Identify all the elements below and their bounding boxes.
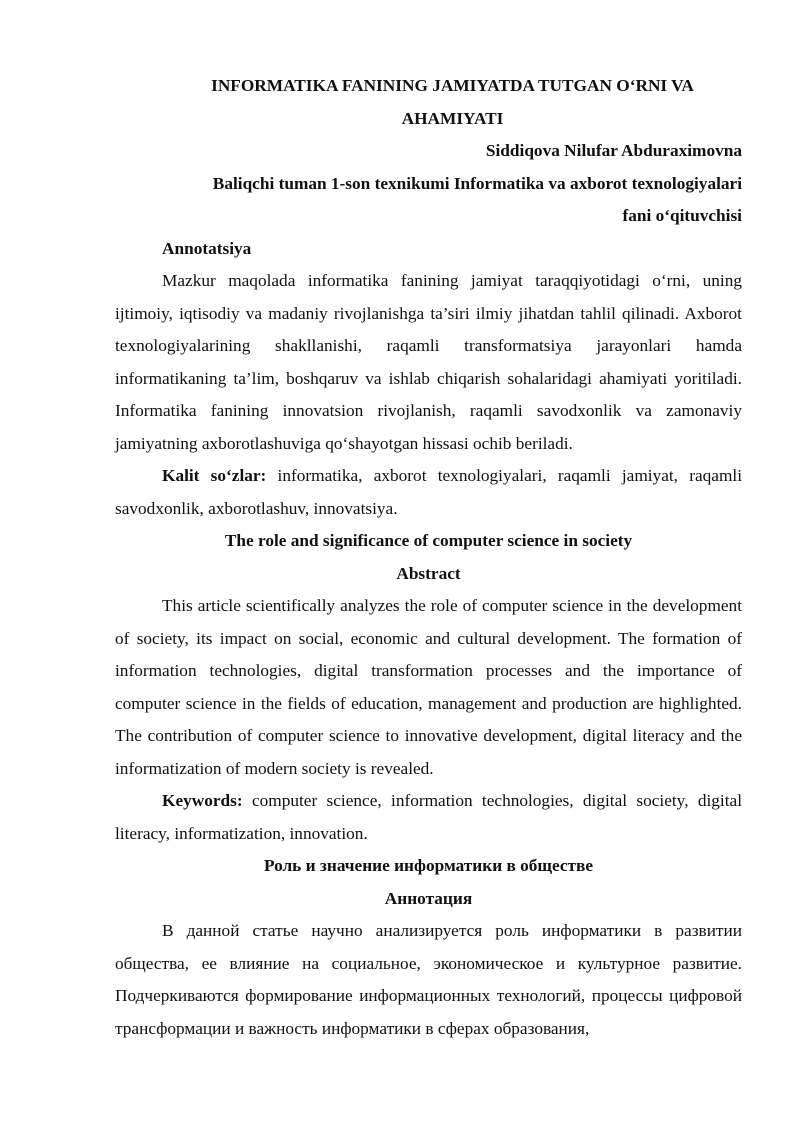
author-affiliation-line-2: fani o‘qituvchisi [622, 206, 742, 225]
en-title: The role and significance of computer science in society [224, 531, 633, 550]
article-title [115, 70, 742, 135]
uz-keywords-list: informatika, axborot texnologiyalari, raqamli jamiyat, raqamli savodxonlik, axborotlashuv, innovatsiya. [115, 466, 743, 518]
uz-keywords-label: Kalit so‘zlar: [162, 466, 267, 485]
en-keywords-label: Keywords: [162, 791, 243, 810]
ru-abstract-heading: Аннотация [384, 888, 473, 908]
article-title-line-2: AHAMIYATI [401, 108, 504, 128]
author-affiliation-line-1: Baliqchi tuman 1-son texnikumi Informatika va axborot texnologiyalari [212, 173, 742, 193]
en-keywords [115, 785, 742, 850]
en-abstract-text: This article scientifically analyzes the role of computer science in the development of society, its impact on social, economic and cultural development. The formation of information technologies, digital transformation processes and the importance of computer science in the fields of education, management and production are highlighted. The contribution of computer science to innovative development, digital literacy and the informatization of modern society is revealed. [115, 596, 742, 778]
uz-abstract-text: Mazkur maqolada informatika fanining jamiyat taraqqiyotidagi o‘rni, uning ijtimoiy, iqtisodiy va madaniy rivojlanishga ta’siri ilmiy jihatdan tahlil qilinadi. Axborot texnologiyalarining shakllanishi, raqamli transformatsiya jarayonlari hamda informatikaning ta’lim, boshqaruv va ishlab chiqarish sohalaridagi ahamiyati yoritiladi. Informatika fanining innovatsion rivojlanish, raqamli savodxonlik va zamonaviy jamiyatning axborotlashuviga qo‘shayotgan hissasi ochib beriladi. [115, 271, 742, 453]
uz-keywords [115, 460, 742, 525]
en-abstract-heading: Abstract [396, 563, 461, 583]
en-keywords-list: computer science, information technologies, digital society, digital literacy, informatization, innovation. [115, 791, 742, 843]
author-affiliation [115, 168, 742, 233]
ru-abstract-text: В данной статье научно анализируется роль информатики в развитии общества, ее влияние на социальное, экономическое и культурное развитие. Подчеркиваются формирование информационных технологий, процессы цифровой трансформации и важность информатики в сферах образования, [115, 921, 742, 1038]
uz-abstract-heading: Annotatsiya [162, 238, 252, 258]
document-page [115, 70, 742, 1045]
author-name: Siddiqova Nilufar Abduraximovna [485, 141, 742, 160]
ru-title: Роль и значение информатики в обществе [263, 856, 594, 875]
article-title-line-1: INFORMATIKA FANINING JAMIYATDA TUTGAN O‘RNI VA [211, 76, 694, 95]
